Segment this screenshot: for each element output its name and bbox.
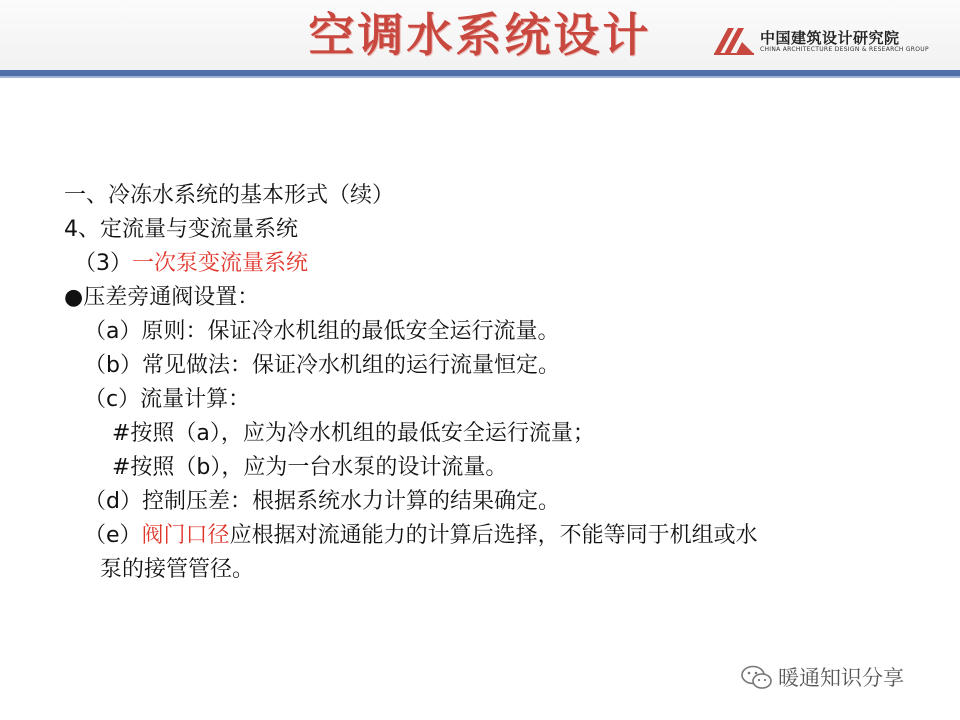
- slide-body: [64, 179, 944, 587]
- item-a: （a）原则：保证冷水机组的最低安全运行流量。: [84, 319, 560, 344]
- company-name-english: CHINA ARCHITECTURE DESIGN & RESEARCH GROUP: [760, 46, 929, 53]
- wechat-icon: [740, 664, 774, 692]
- item-e-continuation: 泵的接管管径。: [100, 557, 255, 582]
- subsection-prefix: （3）: [74, 251, 132, 276]
- header-rule-light: [0, 76, 960, 78]
- item-e: [64, 519, 924, 587]
- company-logo-mark-icon: [712, 26, 756, 56]
- item-b: （b）常见做法：保证冷水机组的运行流量恒定。: [84, 353, 560, 378]
- slide-header: [0, 0, 960, 70]
- company-logo: [712, 26, 942, 56]
- calc-line-2: #按照（b），应为一台水泵的设计流量。: [112, 455, 508, 480]
- watermark-text: 暖通知识分享: [778, 666, 904, 690]
- item-e-highlight: 阀门口径: [141, 523, 230, 548]
- item-e-text: 应根据对流通能力的计算后选择，不能等同于机组或水: [229, 523, 758, 548]
- item-e-prefix: （e）: [84, 523, 142, 548]
- subsection-title: 一次泵变流量系统: [132, 251, 309, 276]
- bullet-line: ●压差旁通阀设置：: [64, 285, 260, 310]
- item-c: （c）流量计算：: [84, 387, 251, 412]
- subsection-line: [64, 247, 944, 281]
- slide-title: 空调水系统设计: [308, 8, 652, 62]
- section-line: 4、定流量与变流量系统: [64, 217, 298, 242]
- item-d: （d）控制压差：根据系统水力计算的结果确定。: [84, 489, 560, 514]
- company-name: 中国建筑设计研究院: [760, 29, 900, 47]
- heading-line: 一、冷冻水系统的基本形式（续）: [64, 183, 395, 208]
- calc-line-1: #按照（a），应为冷水机组的最低安全运行流量；: [112, 421, 595, 446]
